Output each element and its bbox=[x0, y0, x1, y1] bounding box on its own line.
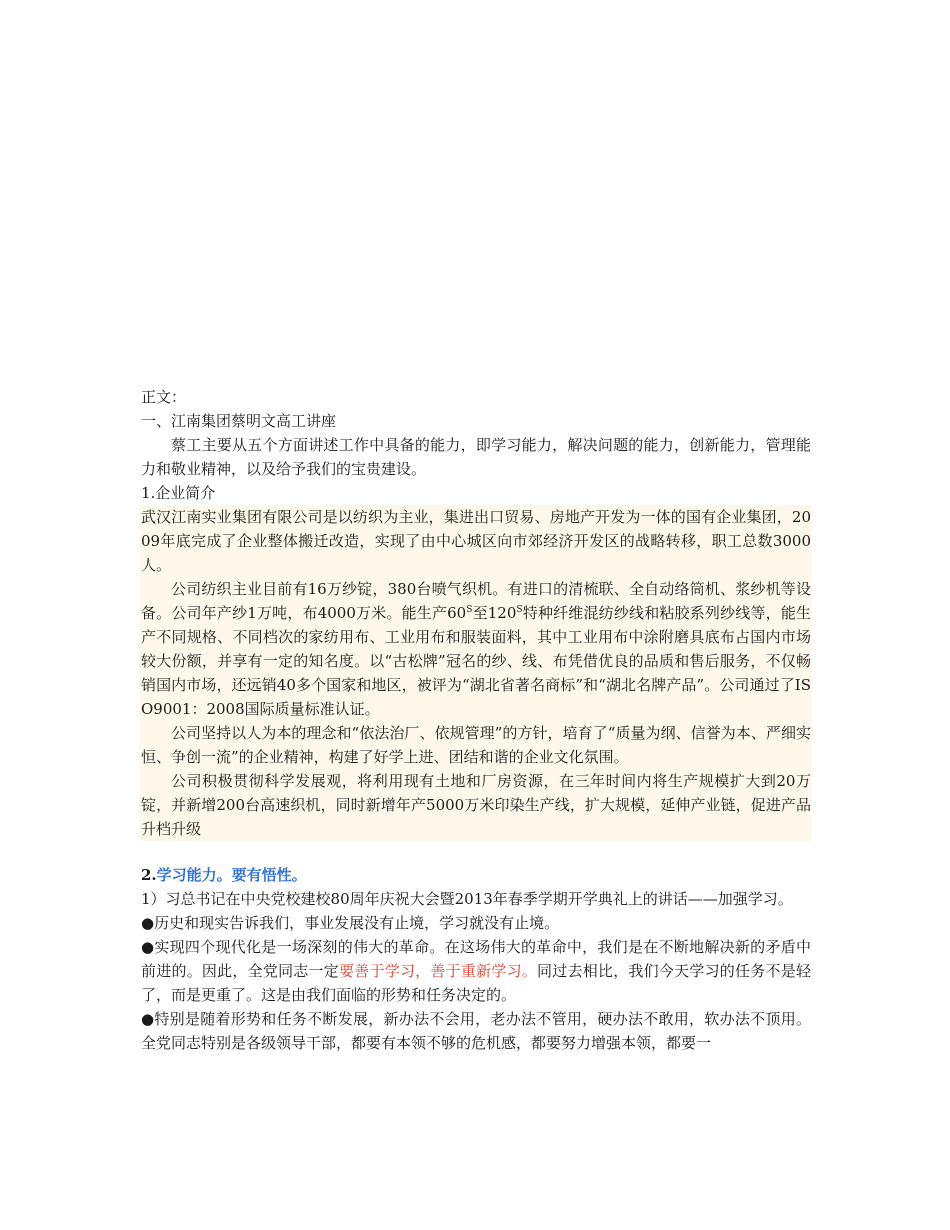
count-unit-sup-2: S bbox=[516, 605, 523, 615]
learning-bullet-2-emphasis: 要善于学习，善于重新学习。 bbox=[339, 962, 538, 980]
learning-bullet-3: ●特别是随着形势和任务不断发展，新办法不会用，老办法不管用，硬办法不敢用，软办法不顶用。全党同志特别是各级领导干部，都要有本领不够的危机感，都要努力增强本领，都要一 bbox=[141, 1010, 811, 1052]
company-paragraph-1: 武汉江南实业集团有限公司是以纺织为主业，集进出口贸易、房地产开发为一体的国有企业集团，2009年底完成了企业整体搬迁改造，实现了由中心城区向市郊经济开发区的战略转移，职工总数3000人。 bbox=[141, 508, 811, 574]
company-p2-part-b: 至120 bbox=[472, 604, 517, 622]
summary-paragraph: 蔡工主要从五个方面讲述工作中具备的能力，即学习能力，解决问题的能力，创新能力，管理能力和敬业精神，以及给予我们的宝贵建设。 bbox=[141, 436, 811, 478]
learning-bullet-1: ●历史和现实告诉我们，事业发展没有止境，学习就没有止境。 bbox=[141, 914, 560, 932]
company-intro-heading: 1.企业简介 bbox=[141, 484, 216, 502]
company-p2-part-a: 公司纺织主业目前有16万纱锭，380台喷气织机。有进口的清梳联、全自动络筒机、浆纱机等设备。公司年产纱1万吨，布4000万米。能生产60 bbox=[141, 580, 811, 622]
company-paragraph-2 bbox=[141, 577, 811, 721]
learning-bullet-2 bbox=[141, 935, 811, 1007]
learning-bullet-2-a: ●实现四个现代化是一场深刻的伟大的革命。在这场伟大的革命中，我们是在不断地解决新的矛盾中前进的。因此，全党同志一定 bbox=[141, 938, 811, 980]
learning-heading-text: 学习能力。要有悟性。 bbox=[156, 866, 307, 884]
section-one-title: 一、江南集团蔡明文高工讲座 bbox=[141, 412, 337, 430]
company-paragraph-3: 公司坚持以人为本的理念和“依法治厂、依规管理”的方针，培育了“质量为纲、信誉为本、严细实恒、争创一流”的企业精神，构建了好学上进、团结和谐的企业文化氛围。 bbox=[141, 724, 811, 766]
learning-heading-number: 2. bbox=[141, 866, 157, 884]
company-paragraph-4: 公司积极贯彻科学发展观，将利用现有土地和厂房资源，在三年时间内将生产规模扩大到20万锭，并新增200台高速织机，同时新增年产5000万米印染生产线，扩大规模，延伸产业链，促进产品升档升级 bbox=[141, 772, 811, 838]
spacer bbox=[141, 841, 811, 863]
company-intro-highlight bbox=[140, 505, 811, 841]
count-unit-sup-1: S bbox=[466, 605, 473, 615]
learning-paragraph-1: 1）习总书记在中央党校建校80周年庆祝大会暨2013年春季学期开学典礼上的讲话——加强学习。 bbox=[141, 890, 793, 908]
body-label: 正文： bbox=[141, 388, 187, 406]
learning-bullet-2-b: 同过去相比，我们今天学习的任务不是轻了，而是更重了。这是由我们面临的形势和任务决定的。 bbox=[141, 962, 811, 1004]
document-body bbox=[141, 385, 811, 1055]
company-p2-part-c: 特种纤维混纺纱线和粘胶系列纱线等，能生产不同规格、不同档次的家纺用布、工业用布和服装面料，其中工业用布中涂附磨具底布占国内市场较大份额，并享有一定的知名度。以“古松牌”冠名的纱、线、布凭借优良的品质和售后服务，不仅畅销国内市场，还远销40多个国家和地区，被评为“湖北省著名商标”和“湖北名牌产品”。公司通过了ISO9001：2008国际质量标准认证。 bbox=[141, 604, 811, 718]
learning-heading bbox=[141, 863, 811, 887]
